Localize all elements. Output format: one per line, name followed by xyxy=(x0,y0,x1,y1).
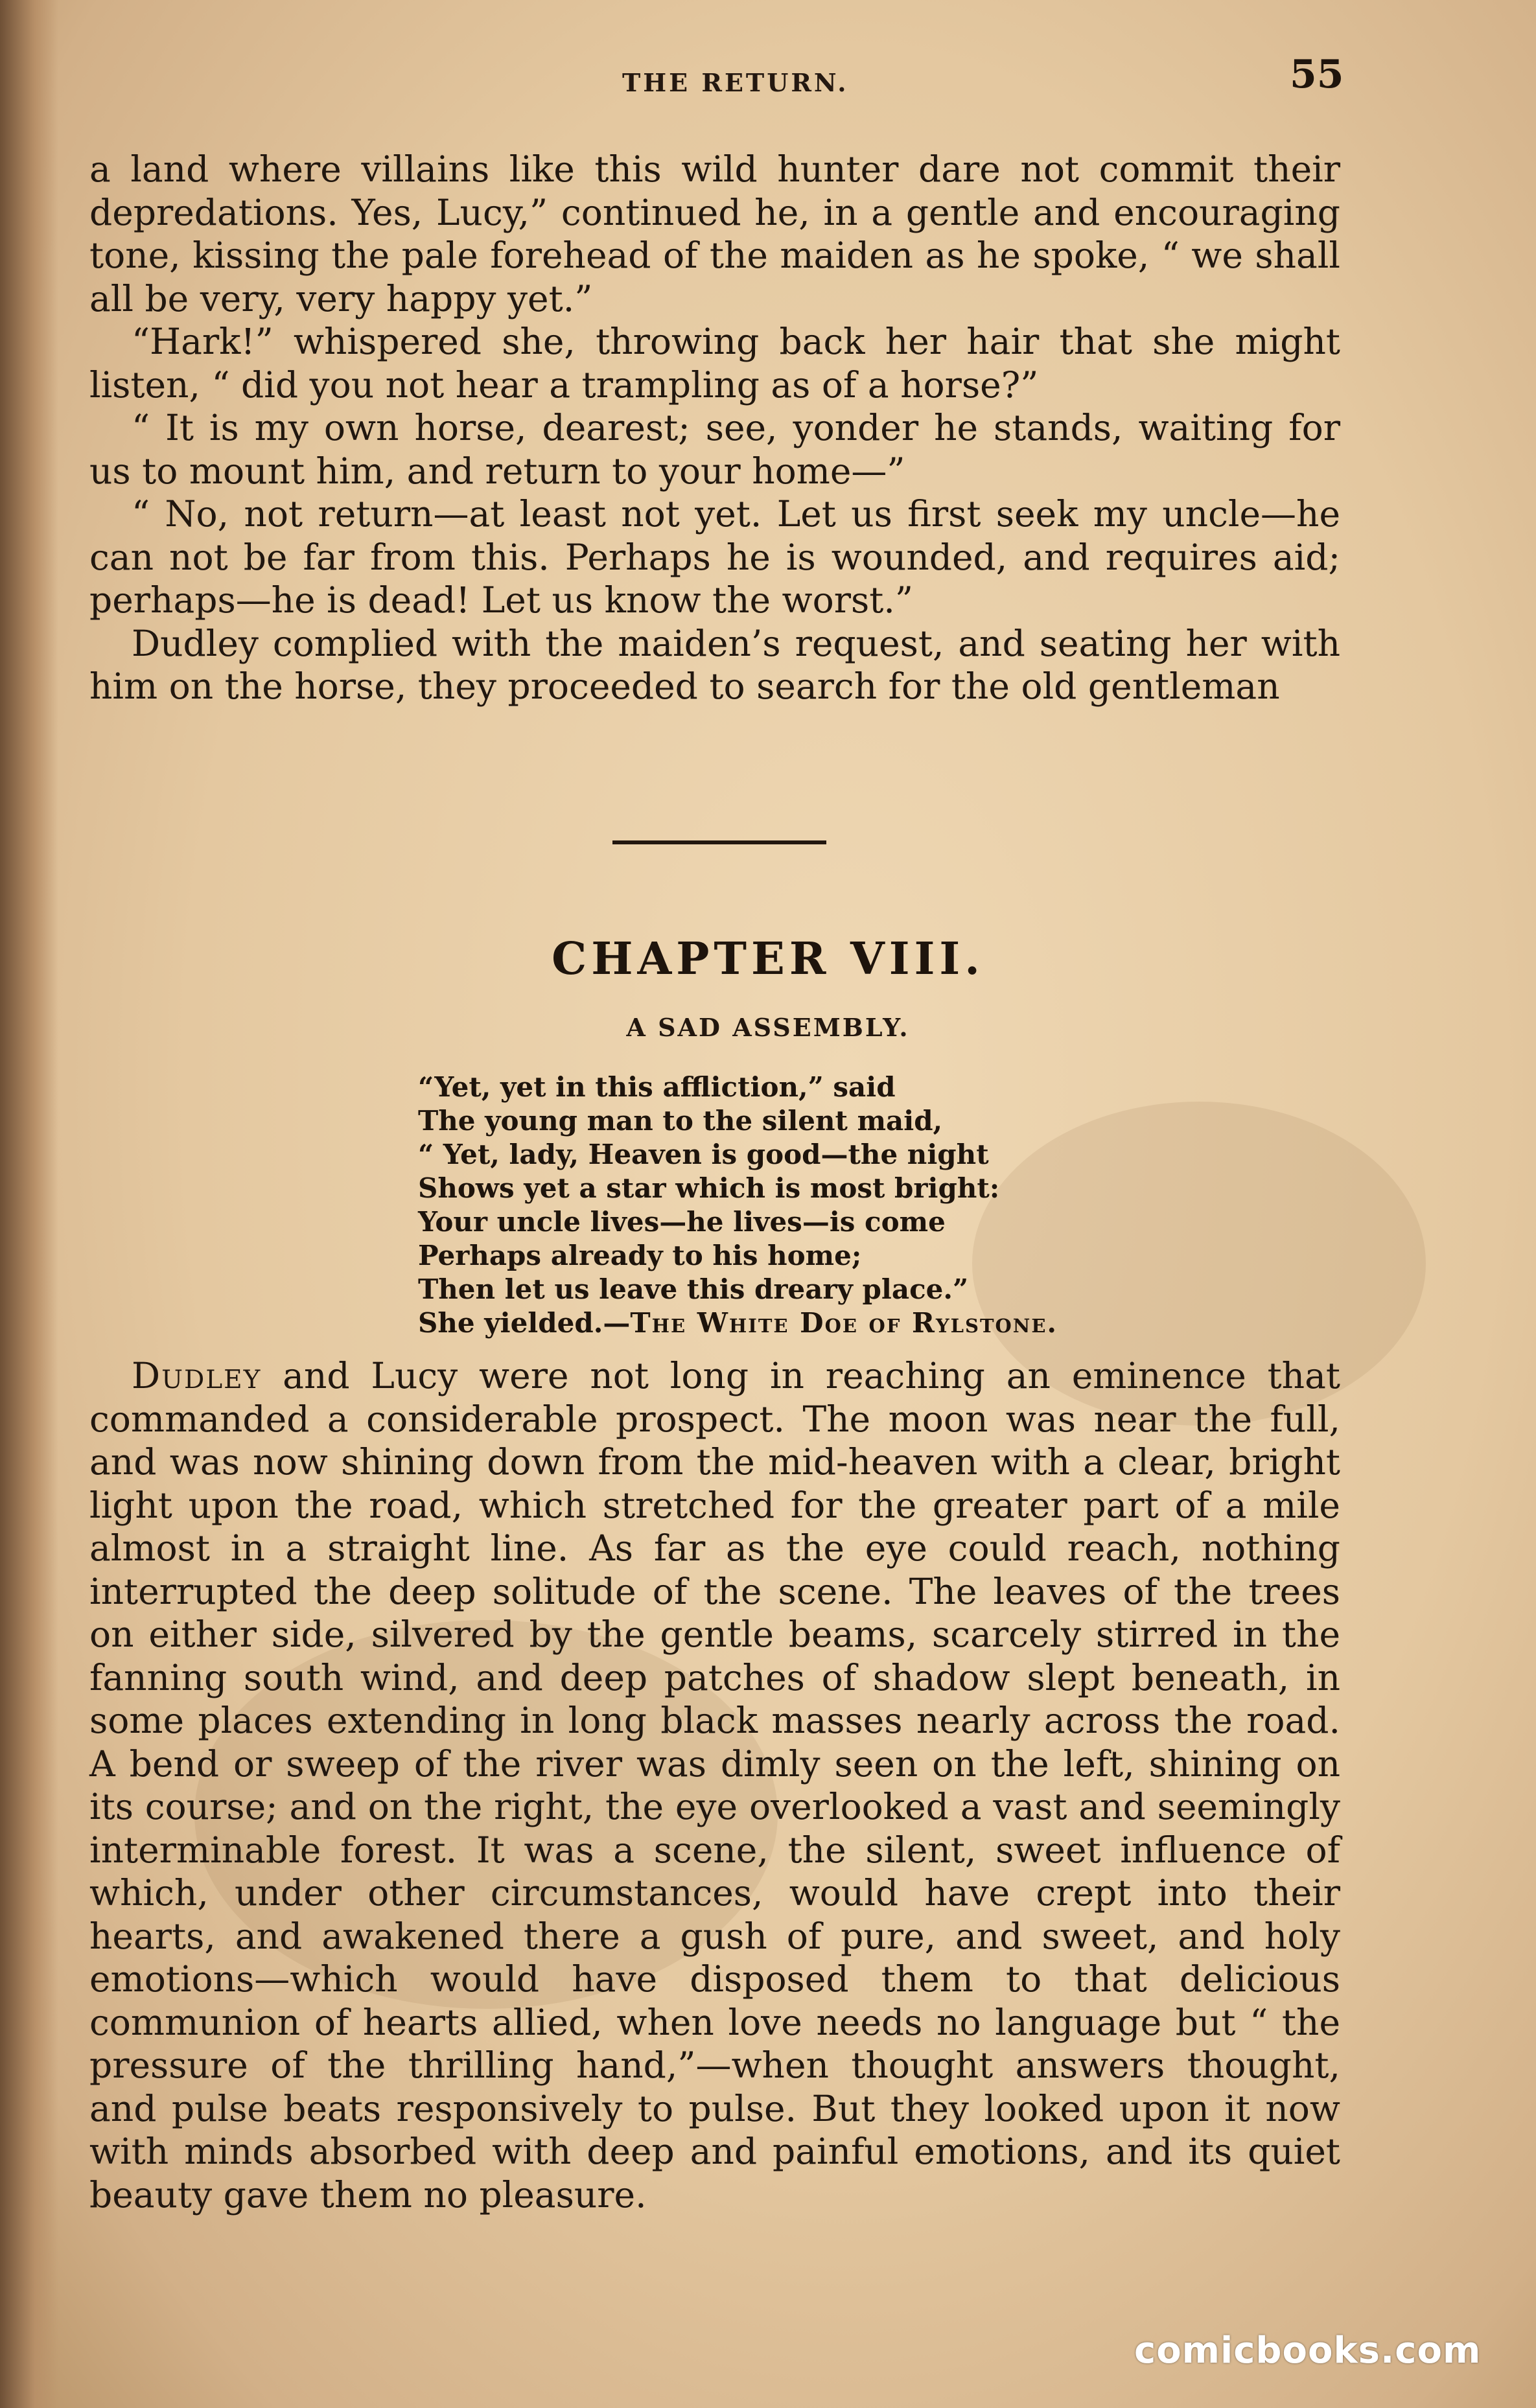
epigraph-line: Then let us leave this dreary place.” xyxy=(418,1273,969,1305)
top-text-block xyxy=(89,148,1340,708)
lead-word: Dudley xyxy=(132,1355,262,1396)
epigraph-source: The White Doe of Rylstone. xyxy=(630,1307,1058,1339)
page-number: 55 xyxy=(1290,52,1344,97)
epigraph-line: Shows yet a star which is most bright: xyxy=(418,1172,1000,1204)
chapter-title: CHAPTER VIII. xyxy=(552,933,984,985)
epigraph xyxy=(418,1071,1261,1340)
epigraph-line: The young man to the silent maid, xyxy=(418,1105,943,1137)
paragraph-text: and Lucy were not long in reaching an eminence that commanded a considerable prospect. The moon was near the full, and was now shining down from the mid-heaven with a clear, bright light upon the road, which stretched for the greater part of a mile almost in a straight line. As far as the eye could reach, nothing interrupted the deep solitude of the scene. The leaves of the trees on either side, silvered by the gentle beams, scarcely stirred in the fanning south wind, and deep patches of shadow slept beneath, in some places extending in long black masses nearly across the road. A bend or sweep of the river was dimly seen on the left, shining on its course; and on the right, the eye overlooked a vast and seemingly interminable forest. It was a scene, the silent, sweet influence of which, under other circumstances, would have crept into their hearts, and awakened there a gush of pure, and sweet, and holy emotions—which would have disposed them to that delicious communion of hearts allied, when love needs no language but “ the pressure of the thrilling hand,”—when thought answers thought, and pulse beats responsively to pulse. But they looked upon it now with minds absorbed with deep and painful emotions, and its quiet beauty gave them no pleasure. xyxy=(89,1355,1340,2216)
epigraph-line: “Yet, yet in this affliction,” said xyxy=(418,1071,896,1103)
epigraph-line: Your uncle lives—he lives—is come xyxy=(418,1206,946,1238)
running-title: THE RETURN. xyxy=(622,68,849,97)
paragraph: Dudley complied with the maiden’s request, and seating her with him on the horse, they proceeded to search for the old gentleman xyxy=(89,622,1340,707)
chapter-body xyxy=(89,1354,1340,2216)
page-gutter-shadow xyxy=(0,0,58,2408)
paragraph: “Hark!” whispered she, throwing back her hair that she might listen, “ did you not hear a trampling as of a horse?” xyxy=(89,321,1340,406)
epigraph-attribution-line xyxy=(418,1306,1261,1340)
epigraph-line: She yielded.— xyxy=(418,1307,631,1339)
paragraph: a land where villains like this wild hunter dare not commit their depredations. Yes, Lucy,” continued he, in a gentle and encouraging tone, kissing the pale forehead of the maiden as he spoke, “ we shall all be very, very happy yet.” xyxy=(89,148,1340,319)
section-divider xyxy=(612,840,826,844)
paragraph: “ It is my own horse, dearest; see, yonder he stands, waiting for us to mount him, and return to your home—” xyxy=(89,407,1340,492)
epigraph-line: Perhaps already to his home; xyxy=(418,1240,862,1271)
epigraph-line: “ Yet, lady, Heaven is good—the night xyxy=(418,1139,989,1170)
chapter-subtitle: A SAD ASSEMBLY. xyxy=(626,1013,910,1042)
paragraph: “ No, not return—at least not yet. Let us first seek my uncle—he can not be far from this. Perhaps he is wounded, and requires aid; perhaps—he is dead! Let us know the worst.” xyxy=(89,493,1340,621)
watermark-logo: comicbooks.com xyxy=(1134,2330,1482,2372)
paragraph xyxy=(89,1354,1340,2216)
